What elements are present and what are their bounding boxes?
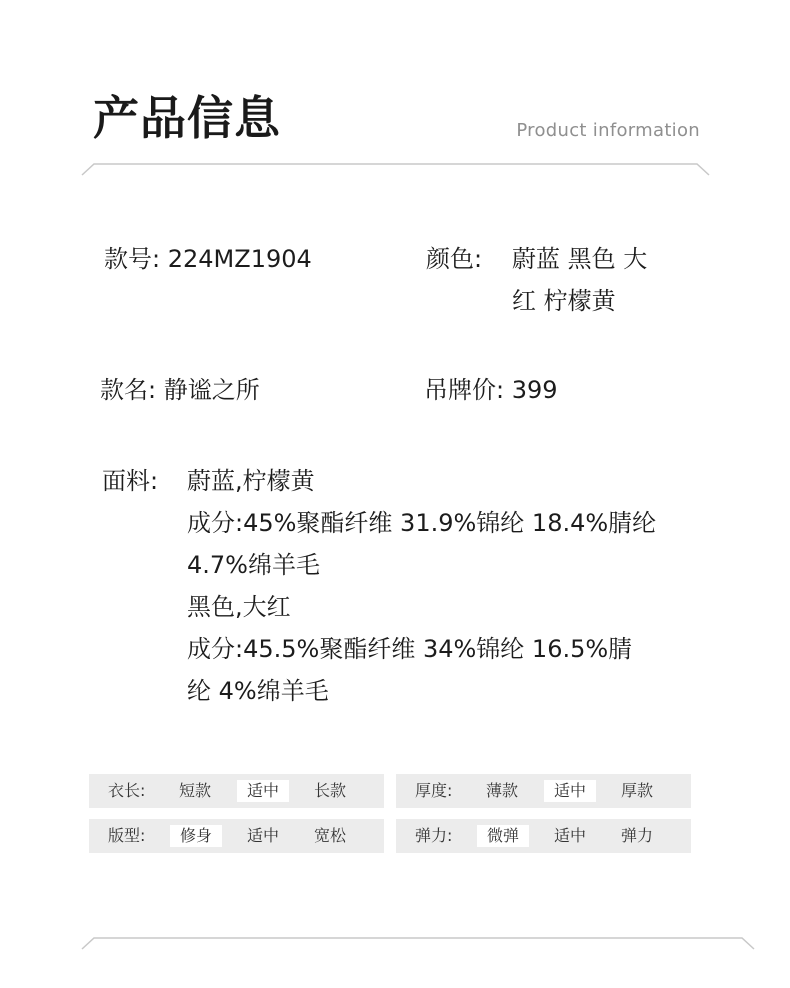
fabric-line: 成分:45.5%聚酯纤维 34%锦纶 16.5%腈: [187, 635, 633, 663]
style-name-label: 款名:: [100, 376, 157, 404]
length-option-long: 长款: [314, 781, 347, 800]
top-divider: [0, 160, 790, 184]
fit-attribute: [89, 819, 384, 853]
length-label: 衣长:: [108, 781, 146, 800]
fit-option-slim-selected: 修身: [170, 825, 222, 847]
elasticity-option-medium: 适中: [554, 826, 587, 845]
style-name-field: [100, 369, 260, 411]
length-option-short: 短款: [179, 781, 212, 800]
style-number-field: [104, 238, 312, 280]
elasticity-option-stretch: 弹力: [621, 826, 654, 845]
color-value-line-1: 蔚蓝 黑色 大: [512, 245, 648, 273]
length-option-medium-selected: 适中: [237, 780, 289, 802]
bottom-divider: [0, 934, 790, 958]
style-number-value: 224MZ1904: [167, 245, 312, 273]
fabric-line: 成分:45%聚酯纤维 31.9%锦纶 18.4%腈纶: [187, 509, 657, 537]
thickness-option-medium-selected: 适中: [544, 780, 596, 802]
color-label: 颜色:: [426, 245, 483, 273]
elasticity-label: 弹力:: [415, 826, 453, 845]
thickness-option-thick: 厚款: [621, 781, 654, 800]
fabric-line: 黑色,大红: [187, 593, 291, 621]
thickness-option-thin: 薄款: [486, 781, 519, 800]
fabric-label: 面料:: [102, 467, 159, 495]
elasticity-attribute: [396, 819, 691, 853]
fabric-line: 纶 4%绵羊毛: [187, 677, 329, 705]
fit-option-medium: 适中: [247, 826, 280, 845]
style-number-label: 款号:: [104, 245, 161, 273]
page-title: 产品信息: [93, 91, 281, 145]
page-subtitle: Product information: [516, 120, 700, 141]
color-value-line-2: 红 柠檬黄: [512, 287, 616, 315]
fit-label: 版型:: [108, 826, 146, 845]
tag-price-value: 399: [511, 376, 558, 404]
tag-price-field: [424, 369, 558, 411]
tag-price-label: 吊牌价:: [424, 376, 505, 404]
fabric-line: 蔚蓝,柠檬黄: [187, 467, 315, 495]
length-attribute: [89, 774, 384, 808]
thickness-label: 厚度:: [415, 781, 453, 800]
elasticity-option-slight-selected: 微弹: [477, 825, 529, 847]
fabric-line: 4.7%绵羊毛: [187, 551, 320, 579]
style-name-value: 静谧之所: [163, 376, 260, 404]
thickness-attribute: [396, 774, 691, 808]
fit-option-loose: 宽松: [314, 826, 347, 845]
